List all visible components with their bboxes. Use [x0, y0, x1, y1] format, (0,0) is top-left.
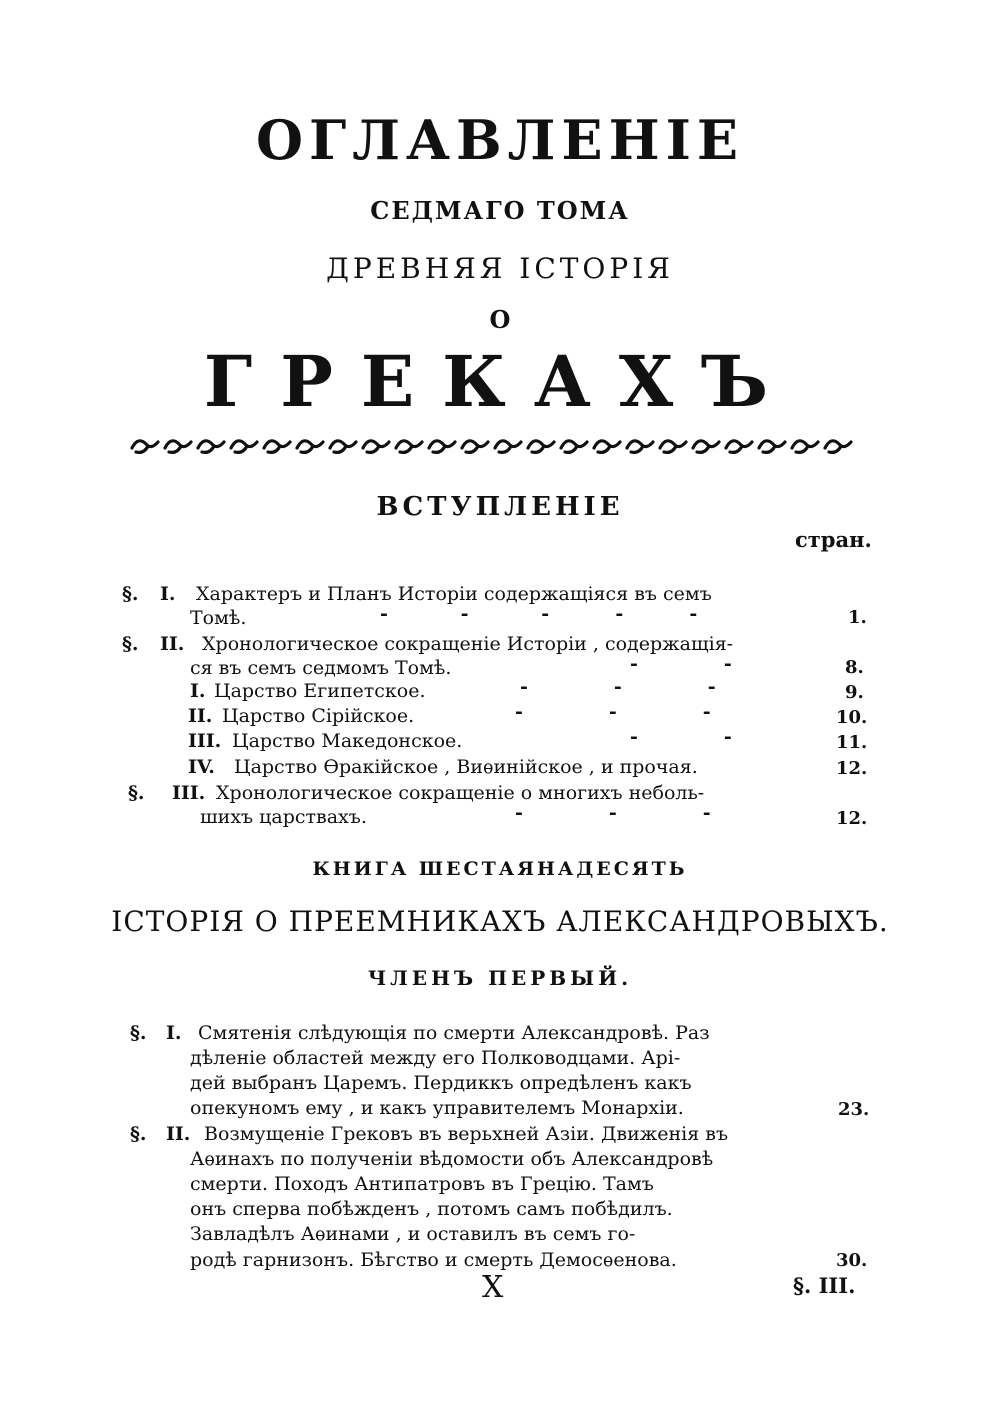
subject-heading: ДРЕВНЯЯ ІСТОРІЯ: [326, 252, 674, 285]
entry-text-line: Смятенія слѣдующія по смерти Александровѣ. Раз: [198, 1022, 710, 1044]
preposition-heading: О: [489, 305, 511, 334]
section-number: I.: [160, 583, 176, 605]
book-subtitle: ІСТОРІЯ О ПРЕЕМНИКАХЪ АЛЕКСАНДРОВЫХЪ.: [111, 905, 889, 938]
entry-text-line: родѣ гарнизонъ. Бѣгство и смерть Демосѳенова.: [190, 1249, 677, 1271]
intro-heading: ВСТУПЛЕНІЕ: [376, 492, 624, 522]
leader-dashes: - -: [630, 653, 732, 675]
leader-dashes: - - -: [515, 802, 711, 824]
leader-dashes: - - -: [515, 701, 711, 723]
entry-text-line: Томѣ.: [190, 607, 247, 629]
entry-text-line: Характеръ и Планъ Исторіи содержащіяся въ семъ: [196, 583, 712, 605]
page-number: 10.: [836, 707, 868, 728]
page-number: 12.: [836, 758, 868, 779]
paragraph-mark: §.: [122, 583, 139, 605]
entry-text-line: смерти. Походъ Антипатровъ въ Грецію. Тамъ: [190, 1173, 654, 1195]
catchword: §. III.: [793, 1273, 856, 1298]
chapter-heading: ЧЛЕНЪ ПЕРВЫЙ.: [367, 966, 633, 990]
entry-text-line: Завладѣлъ Аѳинами , и оставилъ въ семъ го-: [190, 1223, 636, 1245]
entry-text-line: Возмущеніе Грековъ въ верьхней Азіи. Движенія въ: [204, 1123, 729, 1145]
page-number: 8.: [845, 657, 864, 678]
subitem-number: IV.: [188, 756, 215, 778]
ornament-band: [128, 430, 868, 460]
leader-dashes: - - -: [520, 676, 716, 698]
entry-text-line: шихъ царствахъ.: [200, 806, 367, 828]
entry-text-line: Хронологическое сокращеніе Исторіи , содержащія-: [202, 633, 734, 655]
book-heading: КНИГА ШЕСТАЯНАДЕСЯТЬ: [312, 858, 688, 880]
page-number: 12.: [836, 808, 868, 829]
leader-dashes: - -: [630, 726, 732, 748]
section-number: III.: [172, 782, 206, 804]
subitem-text: Царство Ѳракійское , Виѳинійское , и прочая.: [234, 756, 698, 778]
signature-mark: Х: [482, 1270, 504, 1305]
greeks-heading: ГРЕКАХЪ: [203, 340, 797, 423]
entry-text-line: Хронологическое сокращеніе о многихъ неболь-: [216, 782, 705, 804]
entry-text-line: онъ сперва побѣжденъ , потомъ самъ побѣдилъ.: [190, 1198, 673, 1220]
section-number: II.: [166, 1123, 191, 1145]
paragraph-mark: §.: [128, 782, 145, 804]
subitem-number: I.: [190, 680, 206, 702]
section-number: I.: [166, 1022, 182, 1044]
page-number: 23.: [838, 1099, 870, 1120]
paragraph-mark: §.: [130, 1123, 147, 1145]
volume-heading: СЕДМАГО ТОМА: [370, 196, 630, 225]
subitem-number: II.: [188, 705, 213, 727]
subitem-text: Царство Египетское.: [214, 680, 426, 702]
entry-text-line: опекуномъ ему , и какъ управителемъ Монархіи.: [190, 1097, 684, 1119]
page-number: 1.: [848, 607, 867, 628]
paragraph-mark: §.: [130, 1022, 147, 1044]
subitem-text: Царство Македонское.: [232, 730, 463, 752]
subitem-text: Царство Сірійское.: [222, 705, 415, 727]
entry-text-line: ся въ семъ седмомъ Томѣ.: [190, 657, 452, 679]
page-column-label: стран.: [795, 527, 872, 552]
entry-text-line: Аѳинахъ по полученіи вѣдомости объ Александровѣ: [190, 1148, 714, 1170]
page-number: 11.: [836, 732, 868, 753]
section-number: II.: [160, 633, 185, 655]
paragraph-mark: §.: [122, 633, 139, 655]
leader-dashes: - - - - -: [380, 603, 698, 625]
entry-text-line: дей выбранъ Царемъ. Пердиккъ опредѣленъ какъ: [190, 1072, 692, 1094]
subitem-number: III.: [188, 730, 222, 752]
page-number: 30.: [836, 1250, 868, 1271]
page-number: 9.: [845, 682, 864, 703]
page-title: ОГЛАВЛЕНІЕ: [255, 108, 745, 172]
entry-text-line: дѣленіе областей между его Полководцами. Арі-: [190, 1047, 681, 1069]
